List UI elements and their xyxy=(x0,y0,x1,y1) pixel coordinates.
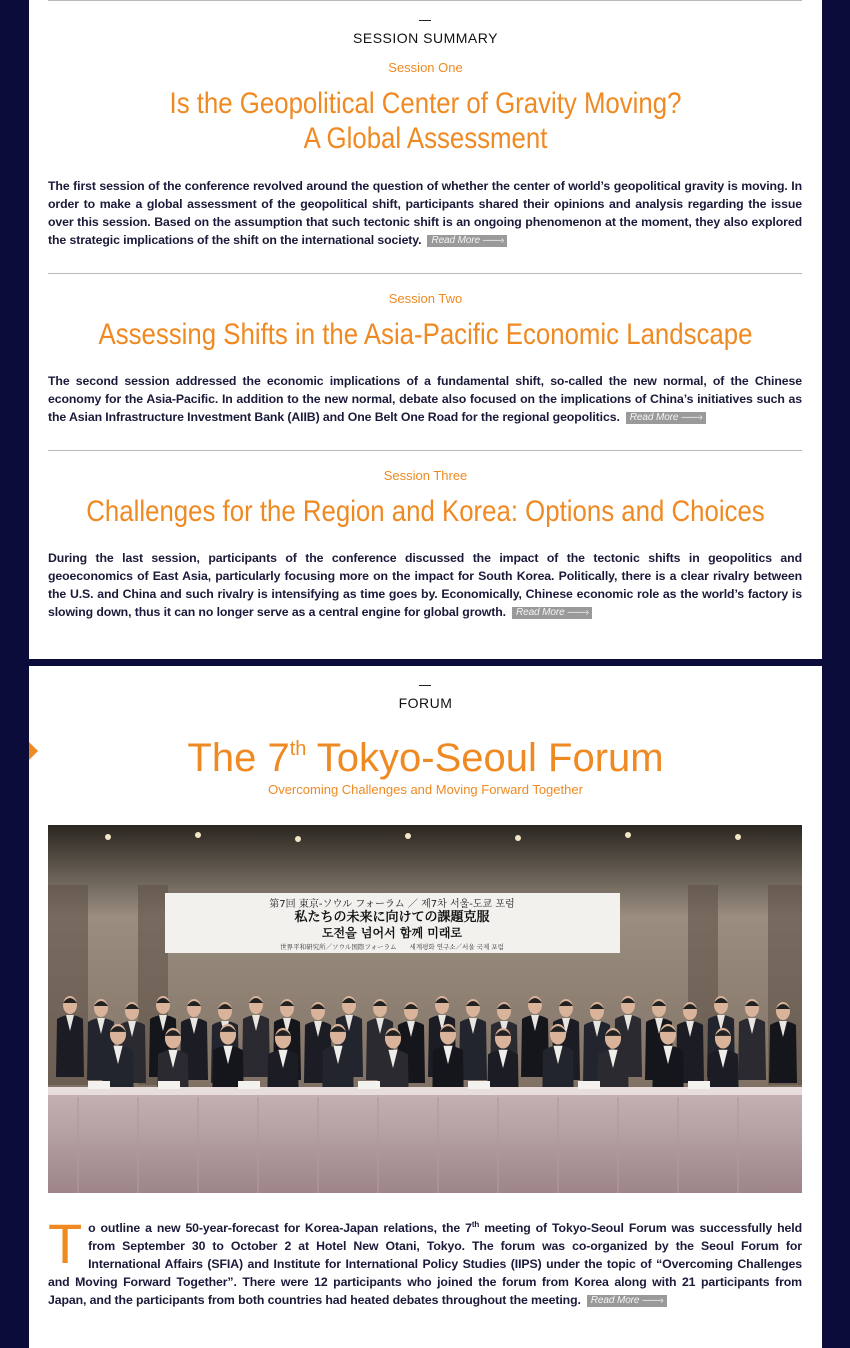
banner-line3: 도전을 넘어서 함께 미래로 xyxy=(321,926,463,940)
forum-body-sup: th xyxy=(471,1220,480,1229)
session-three-title: Challenges for the Region and Korea: Options and Choices xyxy=(86,495,765,528)
divider xyxy=(48,0,802,1)
section-dash xyxy=(419,685,431,686)
read-more-button[interactable] xyxy=(626,412,706,424)
forum-title-sup: th xyxy=(289,738,307,760)
session-two-body xyxy=(48,372,802,426)
read-more-label: Read More xyxy=(515,607,565,618)
group-photo-illustration xyxy=(48,825,802,1193)
forum-subtitle: Overcoming Challenges and Moving Forward Together xyxy=(268,782,583,797)
session-one-text: The first session of the conference revolved around the question of whether the center of world’s geopolitical gravity is moving. In order to make a global assessment of the geopolitical shift, participants shared their opinions and analysis regarding the issue over this session. Based on the assumption that such tectonic shift is an ongoing phenomenon at the moment, they also explored the strategic implications of the shift on the international society. xyxy=(48,179,802,247)
forum-dropcap: T xyxy=(48,1212,83,1275)
arrow-right-icon: ——› xyxy=(567,607,588,618)
read-more-button[interactable] xyxy=(587,1295,667,1307)
section-kicker: FORUM xyxy=(398,695,453,711)
session-three-body xyxy=(48,549,802,621)
session-three-label: Session Three xyxy=(383,468,468,483)
forum-title-post: Tokyo-Seoul Forum xyxy=(306,736,664,780)
forum-body xyxy=(48,1212,802,1309)
forum-body-part1: o outline a new 50-year-forecast for Korea-Japan relations, the 7 xyxy=(88,1221,472,1235)
session-one-title-line2: A Global Assessment xyxy=(303,122,548,155)
forum-body-part2: meeting of Tokyo-Seoul Forum was successfully held from September 30 to October 2 at Hotel New Otani, Tokyo. The forum was co-organized by the Seoul Forum for International Affairs (SFIA) and Institute for International Policy Studies (IIPS) under the topic of “Overcoming Challenges and Moving Forward Together”. There were 12 participants who joined the forum from Korea along with 21 participants from Japan, and the participants from both countries had heated debates throughout the meeting. xyxy=(48,1221,802,1307)
session-one-label: Session One xyxy=(388,60,463,75)
session-three-text: During the last session, participants of the conference discussed the impact of the tectonic shifts in geopolitics and geoeconomics of East Asia, particularly focusing more on the impact for South Korea. Politically, there is a clear rivalry between the U.S. and China and such rivalry is intensifying as time goes by. Economically, Chinese economic role as the world’s factory is slowing down, thus it can no longer serve as a central engine for global growth. xyxy=(48,551,802,619)
read-more-label: Read More xyxy=(590,1295,640,1306)
banner-line1: 第7回 東京-ソウル フォーラム ／ 제7차 서울-도쿄 포럼 xyxy=(269,899,515,910)
read-more-button[interactable] xyxy=(512,607,592,619)
arrow-right-icon: ——› xyxy=(642,1295,663,1306)
divider xyxy=(48,450,802,451)
session-summary-panel xyxy=(29,0,822,659)
forum-panel xyxy=(29,666,822,1348)
read-more-label: Read More xyxy=(629,412,679,423)
session-two-text: The second session addressed the economic implications of a fundamental shift, so-called the new normal, of the Chinese economy for the Asia-Pacific. In addition to the new normal, debate also focused on the implications of China’s initiatives such as the Asian Infrastructure Investment Bank (AIIB) and One Belt One Road for the regional geopolitics. xyxy=(48,374,802,424)
forum-title-pre: The 7 xyxy=(187,736,290,780)
session-two-label: Session Two xyxy=(388,291,463,306)
banner-line4: 世界平和研究所／ソウル国際フォーラム 세계평화 연구소／서울 국제 포럼 xyxy=(280,943,504,951)
read-more-button[interactable] xyxy=(427,235,507,247)
banner-line2: 私たちの未来に向けての課題克服 xyxy=(294,910,490,925)
section-dash xyxy=(419,20,431,21)
forum-group-photo xyxy=(48,825,802,1193)
session-one-title-line1: Is the Geopolitical Center of Gravity Moving? xyxy=(169,87,682,120)
section-kicker: SESSION SUMMARY xyxy=(353,30,498,46)
session-two-title: Assessing Shifts in the Asia-Pacific Economic Landscape xyxy=(98,318,753,351)
arrow-right-icon: ——› xyxy=(483,235,504,246)
read-more-label: Read More xyxy=(431,235,481,246)
divider xyxy=(48,273,802,274)
session-one-body xyxy=(48,177,802,249)
forum-title xyxy=(29,724,822,783)
arrow-right-icon: ——› xyxy=(681,412,702,423)
